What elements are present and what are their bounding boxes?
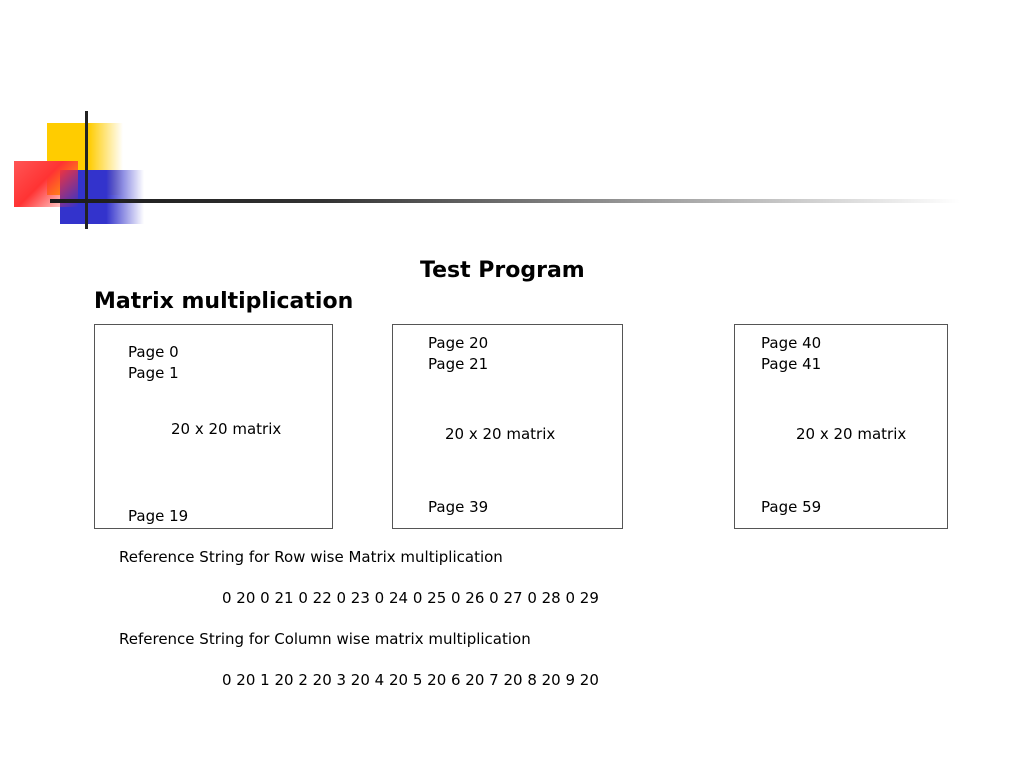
matrix-2-first-page: Page 20 — [428, 334, 489, 352]
logo-vertical-line — [85, 111, 88, 229]
matrix-3-last-page: Page 59 — [761, 498, 822, 516]
column-reference-label: Reference String for Column wise matrix multiplication — [119, 630, 531, 648]
column-reference-string: 0 20 1 20 2 20 3 20 4 20 5 20 6 20 7 20 8 20 9 20 — [222, 671, 599, 689]
matrix-2-label: 20 x 20 matrix — [445, 425, 556, 443]
matrix-box-1 — [94, 324, 333, 529]
matrix-1-second-page: Page 1 — [128, 364, 179, 382]
matrix-1-first-page: Page 0 — [128, 343, 179, 361]
matrix-1-label: 20 x 20 matrix — [171, 420, 282, 438]
matrix-2-second-page: Page 21 — [428, 355, 489, 373]
matrix-2-last-page: Page 39 — [428, 498, 489, 516]
header-rule — [50, 199, 960, 203]
matrix-box-3 — [734, 324, 948, 529]
matrix-3-first-page: Page 40 — [761, 334, 822, 352]
row-reference-string: 0 20 0 21 0 22 0 23 0 24 0 25 0 26 0 27 0 28 0 29 — [222, 589, 599, 607]
slide-subtitle: Matrix multiplication — [94, 289, 354, 314]
matrix-box-2 — [392, 324, 623, 529]
slide-title: Test Program — [420, 258, 585, 283]
matrix-3-label: 20 x 20 matrix — [796, 425, 907, 443]
matrix-1-last-page: Page 19 — [128, 507, 189, 525]
matrix-3-second-page: Page 41 — [761, 355, 822, 373]
row-reference-label: Reference String for Row wise Matrix multiplication — [119, 548, 503, 566]
